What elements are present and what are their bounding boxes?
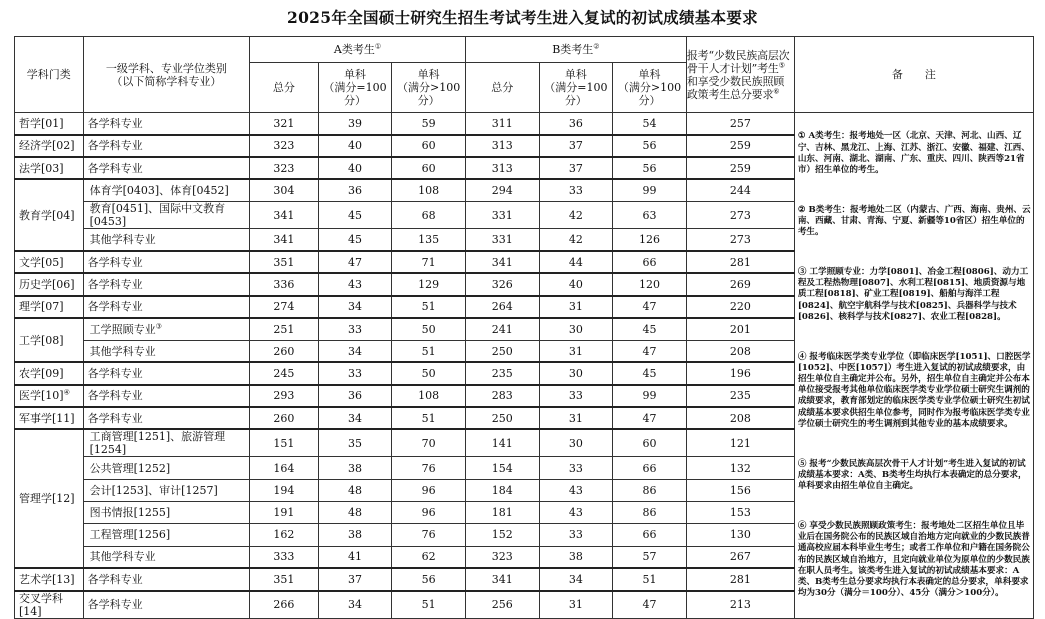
ethnic-total-cell: 132 — [686, 457, 794, 479]
subject-category-label: 农学[09] — [19, 367, 64, 381]
ethnic-total-cell: 208 — [686, 340, 794, 362]
b-single-le100-cell: 31 — [539, 340, 613, 362]
b-single-gt100-cell: 47 — [613, 296, 687, 318]
header-single-gt100 — [613, 63, 687, 113]
note-item: ③ 工学照顾专业：力学[0801]、冶金工程[0806]、动力工程及工程热物理[0807]、水利工程[0815]、地质资源与地质工程[0818]、矿业工程[0819]、船舶与海洋工程[0824]、航空宇航科学与技术[0825]、兵器科学与技术[0826]、核科学与技术[0827]、农业工程[0828]。 — [797, 266, 1029, 322]
a-single-gt100-cell: 50 — [392, 318, 466, 340]
a-total-cell: 333 — [250, 546, 319, 568]
a-single-le100-cell: 36 — [318, 385, 392, 407]
a-total-cell: 274 — [250, 296, 319, 318]
discipline-label: 其他学科专业 — [89, 233, 156, 247]
b-total-cell: 181 — [465, 501, 539, 523]
b-single-gt100-cell: 120 — [613, 273, 687, 295]
b-single-gt100-cell: 99 — [613, 179, 687, 201]
subject-category-label: 医学[10] — [19, 389, 64, 403]
note-item: ⑤ 报考“少数民族高层次骨干人才计划”考生进入复试的初试成绩基本要求：A类、B类考生均执行本表确定的总分要求，单科要求由招生单位自主确定。 — [797, 458, 1027, 492]
a-single-gt100-cell: 51 — [392, 407, 466, 429]
discipline-label: 公共管理[1252] — [89, 461, 171, 475]
discipline-cell — [83, 546, 249, 568]
ethnic-total-cell: 121 — [686, 429, 794, 457]
a-single-gt100-cell: 60 — [392, 135, 466, 157]
discipline-cell — [83, 407, 249, 429]
header-a-zone-label: A类考生 — [333, 43, 375, 56]
discipline-cell — [83, 501, 249, 523]
discipline-cell — [83, 296, 249, 318]
subject-category-label: 哲学[01] — [19, 116, 64, 130]
ethnic-total-cell: 220 — [686, 296, 794, 318]
header-single-le100 — [539, 63, 613, 113]
b-single-le100-cell: 33 — [539, 457, 613, 479]
b-total-cell: 331 — [465, 202, 539, 229]
footnote-mark: ⑤ — [778, 60, 785, 69]
a-total-cell: 351 — [250, 251, 319, 273]
header-single-sub: （满分>100分） — [397, 81, 461, 107]
subject-category-cell — [15, 318, 84, 363]
b-single-le100-cell: 43 — [539, 501, 613, 523]
subject-category-label: 经济学[02] — [19, 139, 75, 153]
ethnic-total-cell: 281 — [686, 568, 794, 590]
header-single-label: 单科 — [564, 68, 587, 81]
a-total-cell: 293 — [250, 385, 319, 407]
subject-category-label: 法学[03] — [19, 161, 64, 175]
discipline-cell — [83, 229, 249, 251]
footnote-mark: ④ — [63, 388, 70, 397]
a-single-le100-cell: 38 — [318, 457, 392, 479]
discipline-label: 工学照顾专业 — [89, 322, 156, 336]
footnote-mark: ② — [593, 42, 600, 51]
b-single-le100-cell: 38 — [539, 546, 613, 568]
a-single-le100-cell: 35 — [318, 429, 392, 457]
discipline-label: 各学科专业 — [87, 598, 143, 612]
discipline-label: 教育[0451]、国际中文教育[0453] — [89, 202, 226, 229]
b-total-cell: 184 — [465, 479, 539, 501]
a-single-le100-cell: 48 — [318, 501, 392, 523]
a-single-gt100-cell: 108 — [392, 179, 466, 201]
discipline-label: 工商管理[1251]、旅游管理[1254] — [89, 430, 226, 457]
header-b-zone — [465, 37, 686, 63]
a-single-le100-cell: 33 — [318, 362, 392, 384]
b-single-le100-cell: 30 — [539, 362, 613, 384]
subject-category-label: 教育学[04] — [19, 208, 75, 222]
a-total-cell: 164 — [250, 457, 319, 479]
footnote-mark: ① — [374, 42, 382, 51]
ethnic-total-cell: 281 — [686, 251, 794, 273]
a-total-cell: 260 — [250, 340, 319, 362]
ethnic-total-cell: 153 — [686, 501, 794, 523]
a-single-gt100-cell: 108 — [392, 385, 466, 407]
notes-cell — [794, 113, 1033, 619]
subject-category-label: 文学[05] — [19, 255, 64, 269]
b-single-gt100-cell: 47 — [613, 407, 687, 429]
b-single-le100-cell: 33 — [539, 385, 613, 407]
b-single-le100-cell: 42 — [539, 202, 613, 229]
discipline-cell — [83, 429, 249, 457]
a-single-gt100-cell: 71 — [392, 251, 466, 273]
discipline-cell — [83, 318, 249, 340]
header-discipline — [83, 37, 249, 113]
header-single-label: 单科 — [638, 68, 661, 81]
header-single-le100 — [318, 63, 392, 113]
b-total-cell: 264 — [465, 296, 539, 318]
b-single-gt100-cell: 57 — [613, 546, 687, 568]
a-single-le100-cell: 39 — [318, 113, 392, 135]
table-row — [15, 113, 1034, 135]
subject-category-cell — [15, 135, 84, 157]
discipline-cell — [83, 340, 249, 362]
discipline-label: 各学科专业 — [87, 572, 143, 586]
a-single-gt100-cell: 76 — [392, 524, 466, 546]
b-total-cell: 331 — [465, 229, 539, 251]
b-single-le100-cell: 34 — [539, 568, 613, 590]
ethnic-total-cell: 259 — [686, 135, 794, 157]
a-total-cell: 260 — [250, 407, 319, 429]
ethnic-total-cell: 196 — [686, 362, 794, 384]
ethnic-total-cell: 267 — [686, 546, 794, 568]
a-single-gt100-cell: 51 — [392, 340, 466, 362]
b-total-cell: 283 — [465, 385, 539, 407]
ethnic-total-cell: 259 — [686, 157, 794, 179]
b-single-le100-cell: 31 — [539, 591, 613, 619]
note-item: ④ 报考临床医学类专业学位（即临床医学[1051]、口腔医学[1052]、中医[1057]）考生进入复试的初试成绩要求，由招生单位自主确定并公布。另外，招生单位自主确定并公布本单位接受报考其他单位临床医学类专业学位硕士研究生调剂的成绩要求，教育部划定的临床医学类专业学位硕士研究生初试成绩基本要求供招生单位参考，同时作为报考临床医学类专业学位硕士研究生的考生调剂到其他专业的基本成绩要求。 — [797, 351, 1031, 429]
a-total-cell: 336 — [250, 273, 319, 295]
header-a-zone — [250, 37, 466, 63]
discipline-label: 其他学科专业 — [89, 550, 156, 564]
subject-category-label: 艺术学[13] — [19, 572, 75, 586]
discipline-cell — [83, 273, 249, 295]
b-total-cell: 323 — [465, 546, 539, 568]
a-single-gt100-cell: 96 — [392, 479, 466, 501]
footnote-mark: ⑥ — [773, 86, 780, 95]
discipline-cell — [83, 362, 249, 384]
ethnic-total-cell: 201 — [686, 318, 794, 340]
a-single-le100-cell: 40 — [318, 135, 392, 157]
a-single-le100-cell: 43 — [318, 273, 392, 295]
b-single-le100-cell: 31 — [539, 407, 613, 429]
discipline-label: 其他学科专业 — [89, 344, 156, 358]
discipline-cell — [83, 385, 249, 407]
ethnic-total-cell: 156 — [686, 479, 794, 501]
a-total-cell: 351 — [250, 568, 319, 590]
b-single-le100-cell: 33 — [539, 524, 613, 546]
subject-category-cell — [15, 179, 84, 251]
b-single-le100-cell: 36 — [539, 113, 613, 135]
a-single-gt100-cell: 96 — [392, 501, 466, 523]
a-single-gt100-cell: 62 — [392, 546, 466, 568]
discipline-cell — [83, 457, 249, 479]
discipline-label: 各学科专业 — [87, 367, 143, 381]
subject-category-label: 军事学[11] — [19, 411, 75, 425]
note-item: ② B类考生：报考地处二区（内蒙古、广西、海南、贵州、云南、西藏、甘肃、青海、宁夏、新疆等10省区）招生单位的考生。 — [797, 204, 1031, 238]
note-item: ① A类考生：报考地处一区（北京、天津、河北、山西、辽宁、吉林、黑龙江、上海、江苏、浙江、安徽、福建、江西、山东、河南、湖北、湖南、广东、重庆、四川、陕西等21省市）招生单位的考生。 — [797, 131, 1030, 175]
discipline-cell — [83, 157, 249, 179]
header-total: 总分 — [250, 63, 319, 113]
subject-category-cell — [15, 568, 84, 590]
ethnic-total-cell: 244 — [686, 179, 794, 201]
b-single-gt100-cell: 54 — [613, 113, 687, 135]
discipline-cell — [83, 251, 249, 273]
subject-category-label: 交叉学科[14] — [19, 591, 63, 618]
ethnic-total-cell: 130 — [686, 524, 794, 546]
note-item: ⑥ 享受少数民族照顾政策考生：报考地处二区招生单位且毕业后在国务院公布的民族区域自治地方定向就业的少数民族普通高校应届本科毕业生考生；或者工作单位和户籍在国务院公布的民族区域自治地方，且定向就业单位为原单位的少数民族在职人员考生。该类考生进入复试的初试成绩基本要求：A类、B类考生总分要求均执行本表确定的总分要求，单科要求均为30分（满分＝100分）、45分（满分＞100分）。 — [797, 520, 1030, 599]
a-single-gt100-cell: 68 — [392, 202, 466, 229]
discipline-label: 图书情报[1255] — [89, 506, 171, 520]
discipline-label: 各学科专业 — [87, 255, 143, 269]
subject-category-cell — [15, 385, 84, 407]
a-total-cell: 162 — [250, 524, 319, 546]
subject-category-label: 历史学[06] — [19, 277, 75, 291]
header-total: 总分 — [465, 63, 539, 113]
b-total-cell: 235 — [465, 362, 539, 384]
discipline-cell — [83, 479, 249, 501]
header-single-sub: （满分=100分） — [323, 81, 387, 107]
b-total-cell: 294 — [465, 179, 539, 201]
header-discipline-sub: （以下简称学科专业） — [111, 74, 222, 88]
footnote-mark: ③ — [155, 322, 162, 331]
discipline-cell — [83, 113, 249, 135]
discipline-label: 各学科专业 — [87, 411, 143, 425]
a-single-le100-cell: 45 — [318, 202, 392, 229]
discipline-label: 各学科专业 — [87, 300, 143, 314]
ethnic-total-cell: 213 — [686, 591, 794, 619]
discipline-label: 各学科专业 — [87, 139, 143, 153]
discipline-label: 工程管理[1256] — [89, 528, 171, 542]
a-single-gt100-cell: 59 — [392, 113, 466, 135]
ethnic-total-cell: 269 — [686, 273, 794, 295]
b-single-le100-cell: 42 — [539, 229, 613, 251]
b-single-le100-cell: 30 — [539, 429, 613, 457]
b-single-le100-cell: 37 — [539, 135, 613, 157]
a-single-gt100-cell: 135 — [392, 229, 466, 251]
subject-category-label: 工学[08] — [19, 333, 64, 347]
discipline-label: 各学科专业 — [87, 277, 143, 291]
a-single-le100-cell: 34 — [318, 296, 392, 318]
subject-category-cell — [15, 157, 84, 179]
b-single-gt100-cell: 51 — [613, 568, 687, 590]
b-single-le100-cell: 44 — [539, 251, 613, 273]
a-total-cell: 321 — [250, 113, 319, 135]
discipline-cell — [83, 591, 249, 619]
b-single-le100-cell: 37 — [539, 157, 613, 179]
a-total-cell: 341 — [250, 229, 319, 251]
b-single-gt100-cell: 66 — [613, 457, 687, 479]
a-total-cell: 341 — [250, 202, 319, 229]
b-single-gt100-cell: 86 — [613, 501, 687, 523]
header-single-label: 单科 — [343, 68, 366, 81]
a-total-cell: 245 — [250, 362, 319, 384]
b-single-gt100-cell: 45 — [613, 318, 687, 340]
a-total-cell: 323 — [250, 135, 319, 157]
header-subject-category: 学科门类 — [15, 37, 84, 113]
header-b-zone-label: B类考生 — [552, 43, 594, 56]
subject-category-label: 理学[07] — [19, 300, 64, 314]
discipline-label: 体育学[0403]、体育[0452] — [89, 184, 229, 198]
b-single-gt100-cell: 63 — [613, 202, 687, 229]
a-single-gt100-cell: 56 — [392, 568, 466, 590]
subject-category-cell — [15, 429, 84, 568]
a-single-le100-cell: 41 — [318, 546, 392, 568]
header-row — [15, 37, 1034, 63]
subject-category-cell — [15, 407, 84, 429]
b-single-le100-cell: 40 — [539, 273, 613, 295]
b-single-gt100-cell: 56 — [613, 135, 687, 157]
b-total-cell: 313 — [465, 157, 539, 179]
subject-category-cell — [15, 273, 84, 295]
b-total-cell: 326 — [465, 273, 539, 295]
header-single-sub: （满分>100分） — [617, 81, 682, 107]
header-single-gt100 — [392, 63, 466, 113]
a-single-gt100-cell: 60 — [392, 157, 466, 179]
discipline-cell — [83, 568, 249, 590]
header-ethnic-mid: 和享受少数民族照顾政策考生总分要求 — [686, 74, 785, 101]
b-single-gt100-cell: 86 — [613, 479, 687, 501]
notes-list — [795, 113, 1033, 618]
discipline-cell — [83, 202, 249, 229]
b-single-gt100-cell: 60 — [613, 429, 687, 457]
a-total-cell: 251 — [250, 318, 319, 340]
a-total-cell: 194 — [250, 479, 319, 501]
b-single-gt100-cell: 47 — [613, 591, 687, 619]
a-single-le100-cell: 34 — [318, 340, 392, 362]
header-ethnic — [686, 37, 794, 113]
header-single-sub: （满分=100分） — [544, 81, 608, 107]
b-single-le100-cell: 43 — [539, 479, 613, 501]
b-total-cell: 152 — [465, 524, 539, 546]
b-total-cell: 154 — [465, 457, 539, 479]
a-single-le100-cell: 36 — [318, 179, 392, 201]
b-single-gt100-cell: 56 — [613, 157, 687, 179]
ethnic-total-cell: 235 — [686, 385, 794, 407]
subject-category-cell — [15, 591, 84, 619]
b-single-gt100-cell: 126 — [613, 229, 687, 251]
b-total-cell: 250 — [465, 340, 539, 362]
a-single-le100-cell: 34 — [318, 407, 392, 429]
subject-category-cell — [15, 296, 84, 318]
discipline-label: 各学科专业 — [87, 161, 143, 175]
a-single-le100-cell: 34 — [318, 591, 392, 619]
b-total-cell: 256 — [465, 591, 539, 619]
ethnic-total-cell: 273 — [686, 202, 794, 229]
subject-category-label: 管理学[12] — [19, 492, 75, 506]
a-total-cell: 191 — [250, 501, 319, 523]
a-total-cell: 304 — [250, 179, 319, 201]
a-single-gt100-cell: 51 — [392, 591, 466, 619]
header-remarks: 备 注 — [794, 37, 1033, 113]
score-table — [14, 36, 1034, 619]
subject-category-cell — [15, 251, 84, 273]
subject-category-cell — [15, 362, 84, 384]
a-single-gt100-cell: 50 — [392, 362, 466, 384]
a-total-cell: 266 — [250, 591, 319, 619]
b-single-gt100-cell: 47 — [613, 340, 687, 362]
a-single-le100-cell: 48 — [318, 479, 392, 501]
subject-category-cell — [15, 113, 84, 135]
discipline-cell — [83, 179, 249, 201]
b-single-le100-cell: 33 — [539, 179, 613, 201]
b-single-gt100-cell: 99 — [613, 385, 687, 407]
a-single-le100-cell: 45 — [318, 229, 392, 251]
a-single-gt100-cell: 76 — [392, 457, 466, 479]
a-total-cell: 323 — [250, 157, 319, 179]
b-single-le100-cell: 31 — [539, 296, 613, 318]
ethnic-total-cell: 273 — [686, 229, 794, 251]
b-single-le100-cell: 30 — [539, 318, 613, 340]
discipline-cell — [83, 524, 249, 546]
b-single-gt100-cell: 45 — [613, 362, 687, 384]
header-single-label: 单科 — [417, 68, 440, 81]
b-total-cell: 141 — [465, 429, 539, 457]
a-single-le100-cell: 40 — [318, 157, 392, 179]
b-total-cell: 341 — [465, 251, 539, 273]
ethnic-total-cell: 208 — [686, 407, 794, 429]
discipline-cell — [83, 135, 249, 157]
b-total-cell: 241 — [465, 318, 539, 340]
discipline-label: 各学科专业 — [87, 116, 143, 130]
b-total-cell: 313 — [465, 135, 539, 157]
discipline-label: 各学科专业 — [87, 389, 143, 403]
a-single-le100-cell: 38 — [318, 524, 392, 546]
header-discipline-label: 一级学科、专业学位类别 — [105, 61, 227, 75]
b-single-gt100-cell: 66 — [613, 524, 687, 546]
header-ethnic-label: 报考“少数民族高层次骨干人才计划”考生 — [686, 48, 790, 75]
a-single-gt100-cell: 51 — [392, 296, 466, 318]
a-single-le100-cell: 33 — [318, 318, 392, 340]
page-title: 2025年全国硕士研究生招生考试考生进入复试的初试成绩基本要求 — [287, 8, 758, 27]
a-single-le100-cell: 47 — [318, 251, 392, 273]
a-single-gt100-cell: 129 — [392, 273, 466, 295]
b-total-cell: 341 — [465, 568, 539, 590]
b-single-gt100-cell: 66 — [613, 251, 687, 273]
b-total-cell: 250 — [465, 407, 539, 429]
discipline-label: 会计[1253]、审计[1257] — [89, 483, 218, 497]
a-total-cell: 151 — [250, 429, 319, 457]
ethnic-total-cell: 257 — [686, 113, 794, 135]
a-single-gt100-cell: 70 — [392, 429, 466, 457]
b-total-cell: 311 — [465, 113, 539, 135]
a-single-le100-cell: 37 — [318, 568, 392, 590]
